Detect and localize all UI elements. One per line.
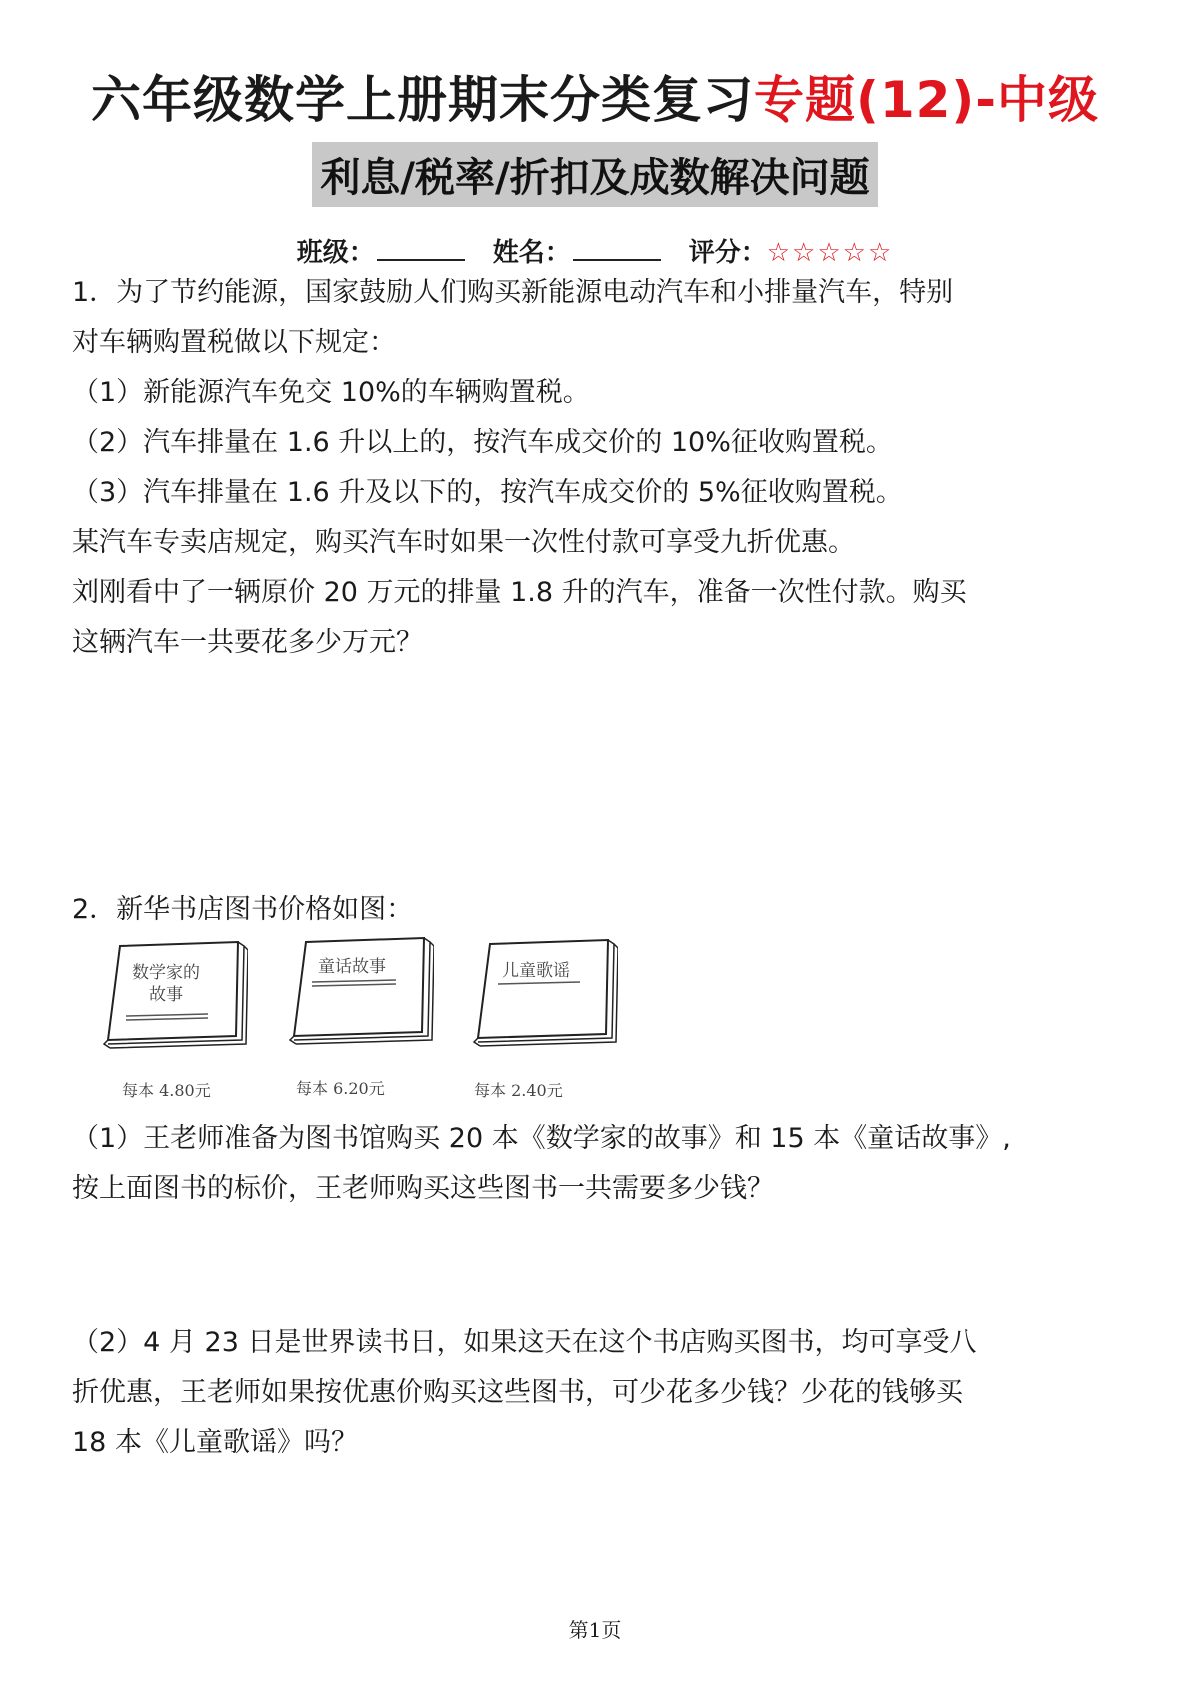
class-label: 班级： (296, 238, 375, 268)
book-nursery-rhymes (468, 938, 618, 1048)
q1-line-6: 某汽车专卖店规定，购买汽车时如果一次性付款可享受九折优惠。 (72, 527, 855, 558)
q2-intro: 2．新华书店图书价格如图： (72, 894, 414, 925)
book-icon (284, 936, 434, 1046)
title-topic: 专题(12)-中级 (753, 71, 1100, 129)
book-title-line-1: 童话故事 (318, 957, 386, 977)
book-math-stories (98, 940, 248, 1050)
book-title-line-2: 故事 (149, 985, 183, 1005)
book-price-1: 每本 4.80元 (122, 1081, 211, 1100)
book-price-3: 每本 2.40元 (474, 1081, 563, 1100)
book-fairy-tales (284, 936, 434, 1046)
book-title-line-1: 儿童歌谣 (502, 961, 570, 981)
q1-line-7: 刘刚看中了一辆原价 20 万元的排量 1.8 升的汽车，准备一次性付款。购买 (72, 577, 967, 608)
q1-rule-3: （3）汽车排量在 1.6 升及以下的，按汽车成交价的 5%征收购置税。 (72, 477, 903, 508)
q1-rule-2: （2）汽车排量在 1.6 升以上的，按汽车成交价的 10%征收购置税。 (72, 427, 893, 458)
class-blank[interactable] (377, 237, 465, 261)
subtitle-container (0, 142, 1190, 207)
student-info-row (0, 232, 1190, 269)
name-label: 姓名： (492, 238, 571, 268)
q1-line-2: 对车辆购置税做以下规定： (72, 327, 396, 358)
score-stars: ☆☆☆☆☆ (766, 238, 894, 268)
q1-line-1: 1．为了节约能源，国家鼓励人们购买新能源电动汽车和小排量汽车，特别 (72, 277, 954, 308)
name-blank[interactable] (573, 237, 661, 261)
q1-rule-1: （1）新能源汽车免交 10%的车辆购置税。 (72, 377, 590, 408)
book-icon (468, 938, 618, 1048)
q2-part1-line-2: 按上面图书的标价，王老师购买这些图书一共需要多少钱？ (72, 1173, 774, 1204)
page-number: 第1页 (568, 1618, 622, 1642)
q2-part2-line-2: 折优惠，王老师如果按优惠价购买这些图书，可少花多少钱？少花的钱够买 (72, 1377, 963, 1408)
worksheet-subtitle: 利息/税率/折扣及成数解决问题 (312, 142, 877, 207)
book-price-2: 每本 6.20元 (296, 1079, 385, 1098)
q2-part1-line-1: （1）王老师准备为图书馆购买 20 本《数学家的故事》和 15 本《童话故事》, (72, 1123, 1011, 1154)
score-label: 评分： (688, 238, 767, 268)
q2-part2-line-1: （2）4 月 23 日是世界读书日，如果这天在这个书店购买图书，均可享受八 (72, 1327, 977, 1358)
title-main: 六年级数学上册期末分类复习 (90, 71, 754, 129)
q2-part2-line-3: 18 本《儿童歌谣》吗？ (72, 1427, 358, 1458)
worksheet-title (0, 60, 1190, 132)
book-title-line-1: 数学家的 (132, 963, 200, 983)
q1-line-8: 这辆汽车一共要花多少万元？ (72, 627, 423, 658)
